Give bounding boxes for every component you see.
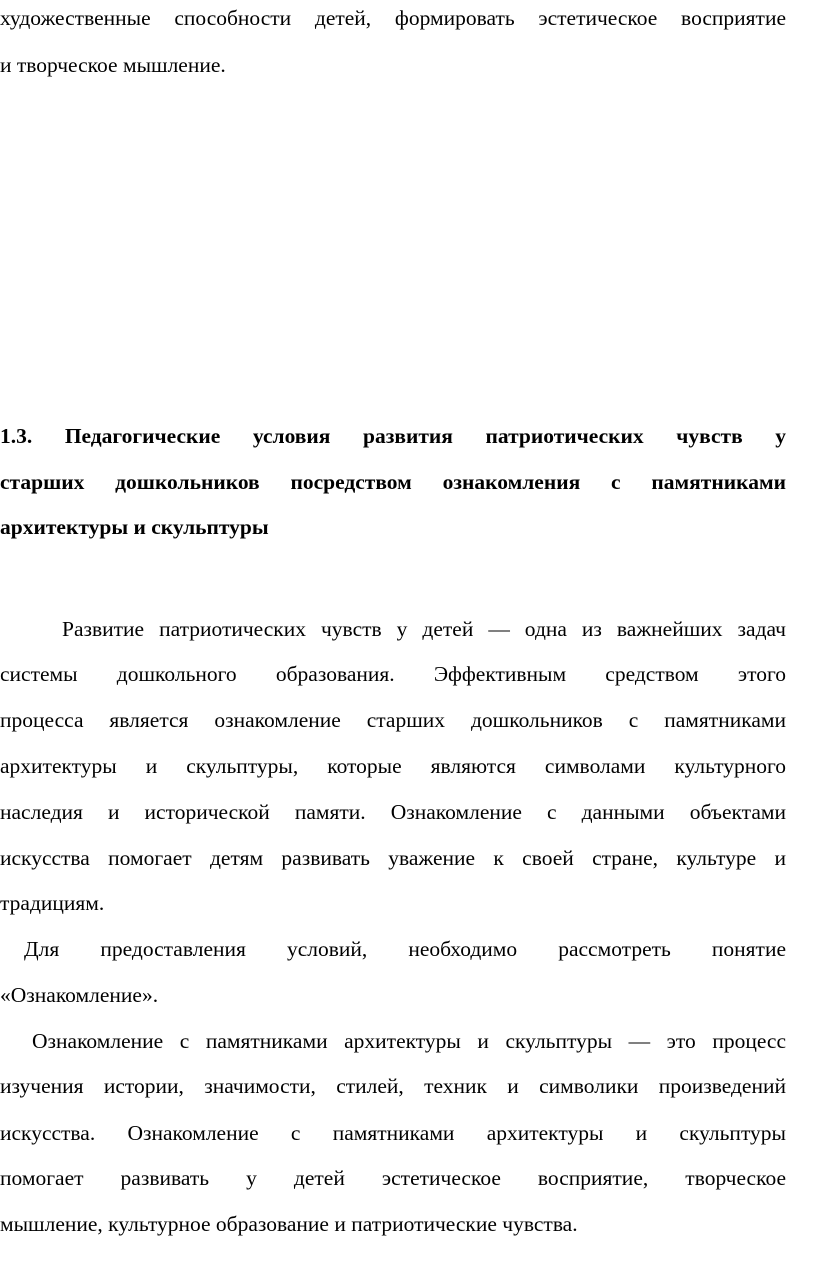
paragraph-line: наследия и исторической памяти. Ознакомление с данными объектами [0, 800, 786, 824]
text-line: художественные способности детей, формировать эстетическое восприятие [0, 6, 786, 30]
paragraph-line: системы дошкольного образования. Эффективным средством этого [0, 662, 786, 686]
paragraph-line: искусства помогает детям развивать уважение к своей стране, культуре и [0, 846, 786, 870]
text-line: и творческое мышление. [0, 53, 226, 77]
paragraph-line: традициям. [0, 891, 105, 915]
paragraph-line: изучения истории, значимости, стилей, техник и символики произведений [0, 1074, 786, 1098]
paragraph-line: процесса является ознакомление старших дошкольников с памятниками [0, 708, 786, 732]
paragraph-line: Ознакомление с памятниками архитектуры и скульптуры — это процесс [32, 1029, 786, 1053]
paragraph-line: архитектуры и скульптуры, которые являются символами культурного [0, 754, 786, 778]
paragraph-line: «Ознакомление». [0, 983, 159, 1007]
section-heading-line: 1.3. Педагогические условия развития патриотических чувств у [0, 424, 786, 448]
section-heading-line: архитектуры и скульптуры [0, 515, 269, 539]
paragraph-line: искусства. Ознакомление с памятниками архитектуры и скульптуры [0, 1121, 786, 1145]
paragraph-line: мышление, культурное образование и патриотические чувства. [0, 1212, 578, 1236]
paragraph-line: Развитие патриотических чувств у детей — одна из важнейших задач [62, 617, 786, 641]
paragraph-line: помогает развивать у детей эстетическое восприятие, творческое [0, 1166, 786, 1190]
section-heading-line: старших дошкольников посредством ознакомления с памятниками [0, 470, 786, 494]
paragraph-line: Для предоставления условий, необходимо рассмотреть понятие [24, 937, 786, 961]
